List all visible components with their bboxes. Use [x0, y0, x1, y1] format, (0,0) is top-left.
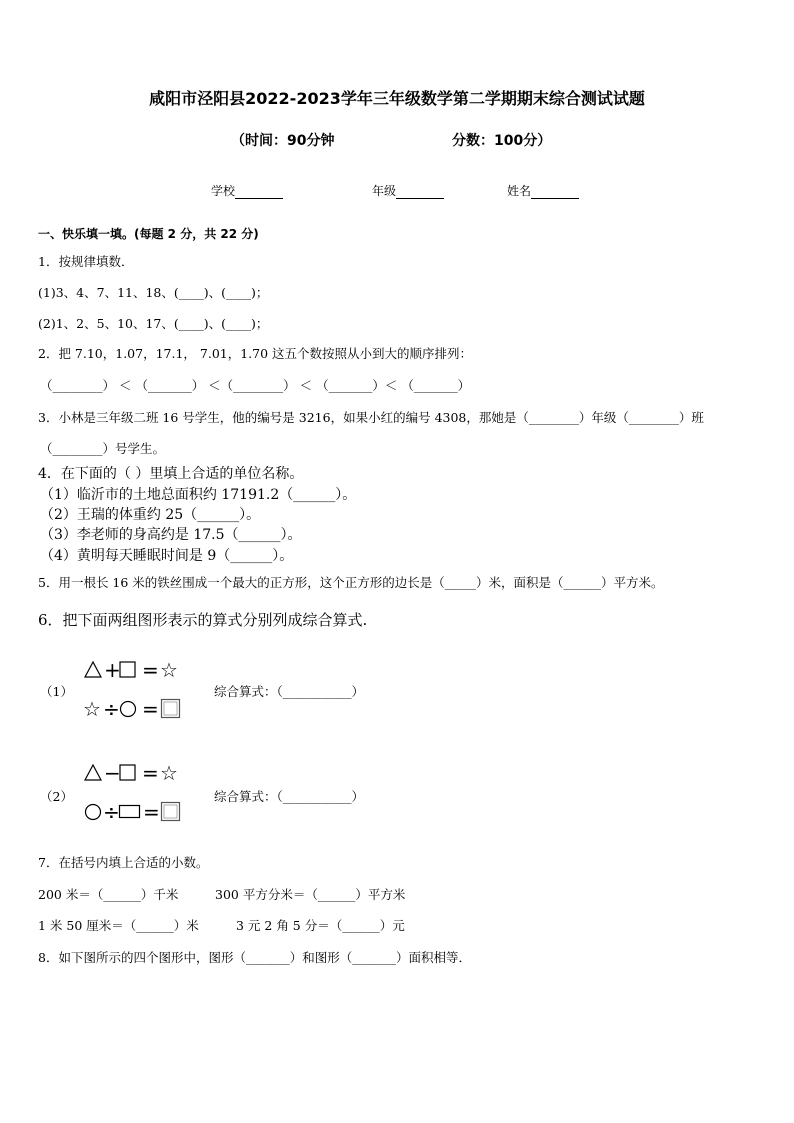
divide-sign: ÷ — [103, 800, 120, 824]
q7-row2-a: 1 米 50 厘米＝（______）米 — [38, 918, 199, 933]
equals-sign: = — [142, 658, 159, 682]
q4-item-4: （4）黄明每天睡眠时间是 9（______）。 — [40, 548, 294, 564]
school-field[interactable] — [211, 182, 283, 199]
equals-sign: = — [142, 761, 159, 785]
grade-field[interactable] — [372, 182, 444, 199]
q1-part-a: (1)3、4、7、11、18、(____)、(____)； — [38, 285, 269, 300]
section-heading: 一、快乐填一填。(每题 2 分，共 22 分) — [38, 227, 259, 241]
square-icon — [118, 763, 138, 783]
q6-part1-label: （1） — [40, 684, 73, 699]
triangle-icon — [83, 660, 103, 680]
school-label: 学校 — [211, 184, 236, 198]
circle-icon — [83, 802, 103, 822]
q1-part-b: (2)1、2、5、10、17、(____)、(____)； — [38, 316, 269, 331]
circle-icon — [118, 699, 138, 719]
page-title: 咸阳市泾阳县2022-2023学年三年级数学第二学期期末综合测试试题 — [149, 89, 645, 108]
q7-row1-b: 300 平方分米＝（______）平方米 — [215, 887, 406, 902]
q6-answer-1[interactable]: 综合算式：（___________） — [214, 684, 365, 699]
star-icon: ☆ — [160, 658, 178, 682]
q2-stem: 2．把 7.10，1.07，17.1， 7.01，1.70 这五个数按照从小到大的顺序排列： — [38, 346, 473, 361]
rectangle-icon — [118, 804, 142, 820]
divide-sign: ÷ — [103, 697, 120, 721]
triangle-icon — [83, 763, 103, 783]
minus-sign: − — [104, 761, 121, 785]
grade-label: 年级 — [372, 184, 397, 198]
q3-line1: 3．小林是三年级二班 16 号学生，他的编号是 3216，如果小红的编号 4308，那她是（________）年级（________）班 — [38, 410, 704, 425]
star-icon: ☆ — [83, 697, 101, 721]
exam-time: （时间：90分钟 — [231, 133, 335, 149]
name-field[interactable] — [507, 182, 579, 199]
school-blank[interactable] — [235, 186, 283, 199]
square-icon — [160, 801, 182, 823]
equals-sign: = — [142, 697, 159, 721]
square-icon — [118, 660, 138, 680]
name-blank[interactable] — [531, 186, 579, 199]
q6-answer-2[interactable]: 综合算式：（___________） — [214, 789, 365, 804]
equals-sign: = — [143, 800, 160, 824]
q7-stem: 7．在括号内填上合适的小数。 — [38, 855, 209, 870]
q4-item-2: （2）王瑞的体重约 25（______）。 — [40, 507, 261, 523]
q4-item-3: （3）李老师的身高约是 17.5（______）。 — [40, 527, 302, 543]
plus-sign: + — [104, 658, 121, 682]
q5-text: 5．用一根长 16 米的铁丝围成一个最大的正方形，这个正方形的边长是（_____）米，面积是（______）平方米。 — [38, 575, 664, 590]
q7-row2-b: 3 元 2 角 5 分＝（______）元 — [236, 918, 405, 933]
q7-row1-a: 200 米＝（______）千米 — [38, 887, 179, 902]
q4-item-1: （1）临沂市的土地总面积约 17191.2（______）。 — [40, 487, 357, 503]
q2-answer: （________） ＜ （_______） ＜（________） ＜ （_______）＜ （_______） — [40, 378, 471, 393]
q6-stem: 6．把下面两组图形表示的算式分别列成综合算式. — [38, 611, 368, 629]
exam-score: 分数：100分） — [452, 133, 552, 149]
name-label: 姓名 — [507, 184, 532, 198]
square-icon — [160, 698, 182, 720]
q4-stem: 4．在下面的（ ）里填上合适的单位名称。 — [38, 466, 304, 482]
q6-part2-label: （2） — [40, 789, 73, 804]
q8-text: 8．如下图所示的四个图形中，图形（_______）和图形（_______）面积相等． — [38, 950, 471, 965]
star-icon: ☆ — [160, 761, 178, 785]
q3-line2: （________）号学生。 — [40, 441, 166, 456]
grade-blank[interactable] — [396, 186, 444, 199]
q1-stem: 1．按规律填数． — [38, 254, 134, 269]
